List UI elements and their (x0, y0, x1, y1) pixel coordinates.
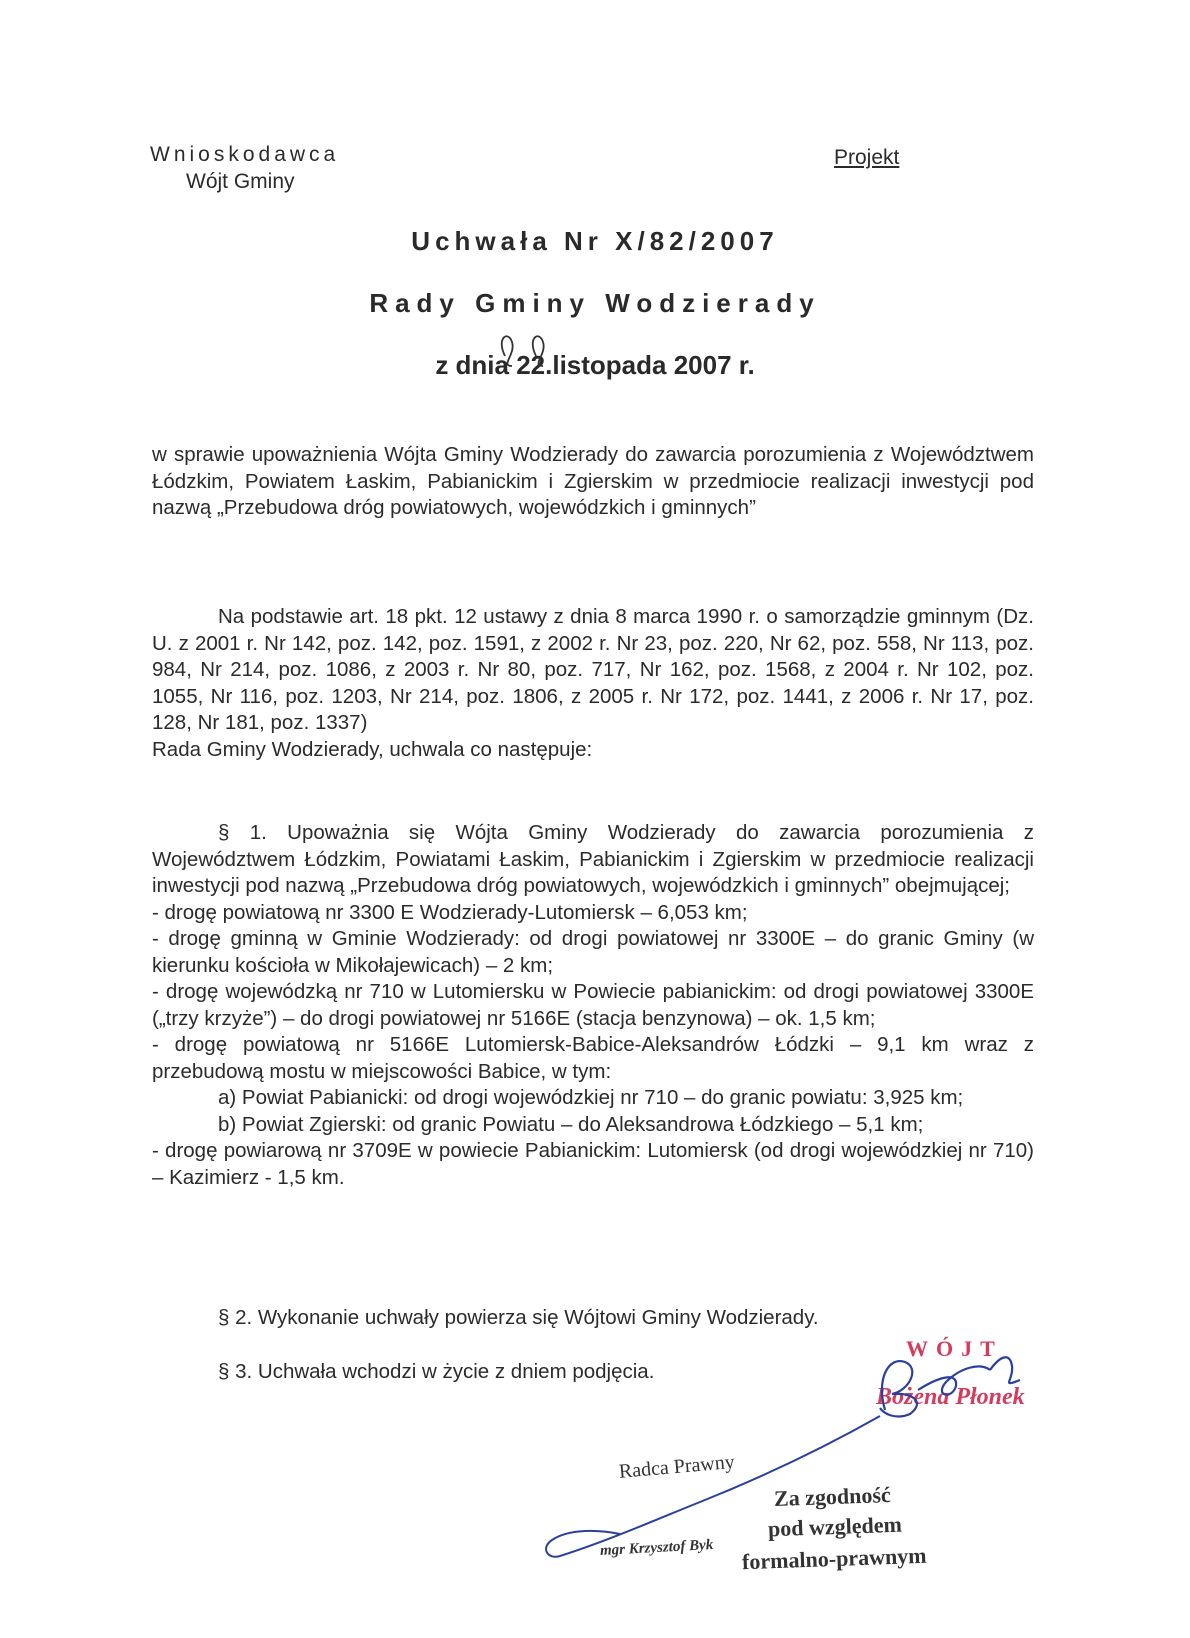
legal-advisor-name: mgr Krzysztof Byk (599, 1537, 714, 1559)
resolution-number: Uchwała Nr X/82/2007 (411, 226, 779, 256)
section-2: § 2. Wykonanie uchwały powierza się Wójtowi Gminy Wodzierady. (218, 1306, 819, 1329)
road-subitem: a) Powiat Pabianicki: od drogi wojewódzkiej nr 710 – do granic powiatu: 3,925 km; (218, 1086, 964, 1109)
applicant-name: Wójt Gminy (186, 170, 295, 193)
compliance-stamp-line: Za zgodność (773, 1481, 892, 1512)
road-item: - drogę powiatową nr 5166E Lutomiersk-Babice-Aleksandrów Łódzki – 9,1 km wraz z przebudową mostu w miejscowości Babice, w tym: (152, 1033, 1034, 1083)
road-item: - drogę gminną w Gminie Wodzierady: od drogi powiatowej nr 3300E – do granic Gminy (w kierunku kościoła w Mikołajewicach) – 2 km; (152, 927, 1034, 977)
section-1-intro: § 1. Upoważnia się Wójta Gminy Wodzierady do zawarcia porozumienia z Województwem Łódzkim, Powiatami Łaskim, Pabianickim i Zgierskim w przedmiocie realizacji inwestycji pod nazwą „Przebudowa dróg powiatowych, wojewódzkich i gminnych” obejmującej; (152, 821, 1034, 897)
applicant-label: Wnioskodawca (150, 143, 340, 166)
compliance-stamp-line: formalno-prawnym (741, 1542, 927, 1575)
council-name: Rady Gminy Wodzierady (369, 288, 821, 318)
wojt-stamp-title: WÓJT (906, 1336, 1003, 1361)
legal-basis-text: Na podstawie art. 18 pkt. 12 ustawy z dnia 8 marca 1990 r. o samorządzie gminnym (Dz. U. z 2001 r. Nr 142, poz. 142, poz. 1591, z 2002 r. Nr 23, poz. 220, Nr 62, poz. 558, Nr 113, poz. 984, Nr 214, poz. 1086, z 2003 r. Nr 80, poz. 717, Nr 162, poz. 1568, z 2004 r. Nr 102, poz. 1055, Nr 116, poz. 1203, Nr 214, poz. 1806, z 2005 r. Nr 172, poz. 1441, z 2006 r. Nr 17, poz. 128, Nr 181, poz. 1337) (152, 605, 1034, 734)
draft-label: Projekt (834, 146, 900, 169)
compliance-stamp-line: pod względem (767, 1511, 903, 1542)
wojt-stamp-name: Bożena Płonek (876, 1384, 1025, 1410)
section-1 (152, 820, 1034, 1191)
road-item: - drogę wojewódzką nr 710 w Lutomiersku w Powiecie pabianickim: od drogi powiatowej 3300E („trzy krzyże”) – do drogi powiatowej nr 5166E (stacja benzynowa) – ok. 1,5 km; (152, 980, 1034, 1030)
road-item: - drogę powiarową nr 3709E w powiecie Pabianickim: Lutomiersk (od drogi wojewódzkiej nr 710) – Kazimierz - 1,5 km. (152, 1139, 1034, 1189)
road-subitem: b) Powiat Zgierski: od granic Powiatu – do Aleksandrowa Łódzkiego – 5,1 km; (218, 1112, 924, 1136)
legal-basis (152, 604, 1034, 763)
section-3: § 3. Uchwała wchodzi w życie z dniem podjęcia. (218, 1360, 655, 1383)
road-item: - drogę powiatową nr 3300 E Wodzierady-Lutomiersk – 6,053 km; (152, 900, 748, 924)
legal-advisor-stamp: Radca Prawny (618, 1450, 736, 1483)
council-decision: Rada Gminy Wodzierady, uchwala co następuje: (152, 737, 593, 761)
resolution-date: z dnia 22.listopada 2007 r. (435, 350, 755, 380)
resolution-subject: w sprawie upoważnienia Wójta Gminy Wodzierady do zawarcia porozumienia z Województwem Łódzkim, Powiatem Łaskim, Pabianickim i Zgierskim w przedmiocie realizacji inwestycji pod nazwą „Przebudowa dróg powiatowych, wojewódzkich i gminnych” (152, 443, 1034, 519)
